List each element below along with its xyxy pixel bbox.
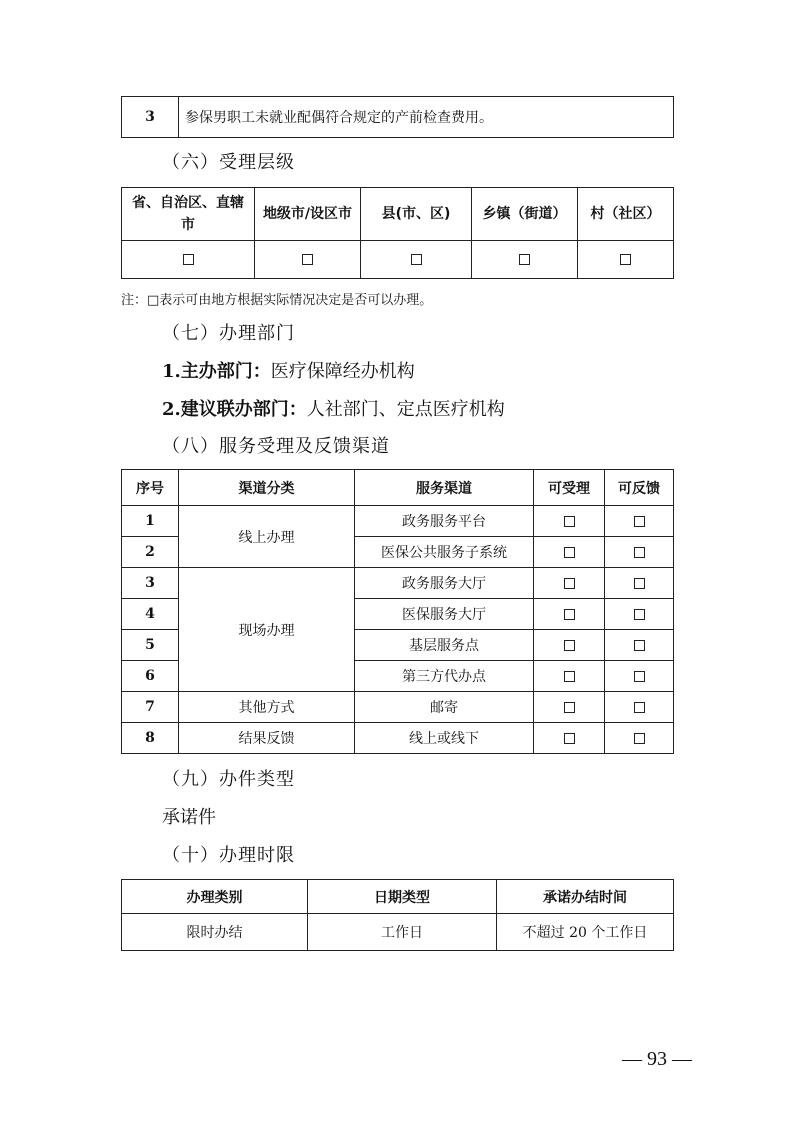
header-channel: 服务渠道: [355, 470, 534, 506]
lead-department-value: 医疗保障经办机构: [270, 361, 415, 382]
category-cell: 其他方式: [179, 692, 355, 723]
feedback-cell: [605, 723, 674, 754]
table-service-channels: [121, 469, 674, 754]
feedback-cell: [605, 506, 674, 537]
channel-cell: 医保公共服务子系统: [355, 537, 534, 568]
feedback-cell: [605, 661, 674, 692]
checkbox-icon: [634, 702, 645, 713]
table-row: [122, 692, 674, 723]
note: 注：□表示可由地方根据实际情况决定是否可以办理。: [121, 293, 433, 308]
header-category: 办理类别: [122, 880, 308, 914]
table-header-row: [122, 880, 674, 914]
header-acceptable: 可受理: [534, 470, 605, 506]
channel-cell: 第三方代办点: [355, 661, 534, 692]
table-row: [122, 568, 674, 599]
checkbox-icon: [634, 640, 645, 651]
checkbox-icon: [564, 516, 575, 527]
row-number: 3: [122, 568, 179, 599]
channel-cell: 政务服务平台: [355, 506, 534, 537]
checkbox-icon: [620, 254, 631, 265]
row-number: 4: [122, 599, 179, 630]
header-category: 渠道分类: [179, 470, 355, 506]
header-commit-time: 承诺办结时间: [497, 880, 674, 914]
table-row: [122, 506, 674, 537]
table-continued: [121, 96, 674, 138]
header-feedback: 可反馈: [605, 470, 674, 506]
section-8-title: （八）服务受理及反馈渠道: [162, 436, 390, 457]
table-row: [122, 97, 674, 138]
date-type-value: 工作日: [308, 914, 497, 951]
row-number: 6: [122, 661, 179, 692]
level-checkbox-cell: [122, 241, 255, 279]
level-checkbox-cell: [472, 241, 578, 279]
channel-cell: 医保服务大厅: [355, 599, 534, 630]
channel-cell: 线上或线下: [355, 723, 534, 754]
category-cell: 现场办理: [179, 568, 355, 692]
feedback-cell: [605, 568, 674, 599]
checkbox-icon: [634, 516, 645, 527]
checkbox-icon: [634, 547, 645, 558]
checkbox-icon: [564, 733, 575, 744]
acceptable-cell: [534, 599, 605, 630]
table-row: [122, 914, 674, 951]
checkbox-icon: [634, 671, 645, 682]
lead-department: [162, 357, 415, 383]
checkbox-icon: [564, 609, 575, 620]
channel-cell: 基层服务点: [355, 630, 534, 661]
table-acceptance-level: [121, 187, 674, 279]
row-number: 8: [122, 723, 179, 754]
case-type-value: 承诺件: [162, 807, 216, 828]
table-header-row: [122, 470, 674, 506]
checkbox-icon: [634, 609, 645, 620]
assist-department-label: 2.建议联办部门：: [162, 399, 307, 420]
row-number: 3: [122, 97, 179, 138]
acceptable-cell: [534, 537, 605, 568]
acceptable-cell: [534, 506, 605, 537]
feedback-cell: [605, 692, 674, 723]
checkbox-icon: [564, 547, 575, 558]
section-7-title: （七）办理部门: [162, 323, 295, 344]
table-row: [122, 723, 674, 754]
feedback-cell: [605, 537, 674, 568]
checkbox-icon: [302, 254, 313, 265]
checkbox-icon: [411, 254, 422, 265]
section-10-title: （十）办理时限: [162, 845, 295, 866]
header-county: 县(市、区): [361, 188, 472, 241]
checkbox-icon: [564, 640, 575, 651]
assist-department-value: 人社部门、定点医疗机构: [306, 399, 505, 420]
checkbox-icon: [564, 671, 575, 682]
feedback-cell: [605, 630, 674, 661]
page-number: — 93 —: [622, 1048, 692, 1070]
section-9-title: （九）办件类型: [162, 769, 295, 790]
table-time-limit: [121, 879, 674, 951]
category-value: 限时办结: [122, 914, 308, 951]
checkbox-icon: [564, 702, 575, 713]
acceptable-cell: [534, 661, 605, 692]
checkbox-icon: [519, 254, 530, 265]
assist-department: [162, 395, 505, 421]
table-row: [122, 241, 674, 279]
row-number: 7: [122, 692, 179, 723]
checkbox-icon: [634, 578, 645, 589]
section-6-title: （六）受理层级: [162, 152, 295, 173]
commit-time-value: 不超过 20 个工作日: [497, 914, 674, 951]
channel-cell: 邮寄: [355, 692, 534, 723]
acceptable-cell: [534, 568, 605, 599]
row-number: 2: [122, 537, 179, 568]
checkbox-icon: [634, 733, 645, 744]
header-city: 地级市/设区市: [255, 188, 361, 241]
lead-department-label: 1.主办部门：: [162, 361, 271, 382]
level-checkbox-cell: [361, 241, 472, 279]
header-township: 乡镇（街道）: [472, 188, 578, 241]
checkbox-icon: [564, 578, 575, 589]
header-village: 村（社区）: [578, 188, 674, 241]
header-province: 省、自治区、直辖市: [122, 188, 255, 241]
acceptable-cell: [534, 630, 605, 661]
category-cell: 结果反馈: [179, 723, 355, 754]
category-cell: 线上办理: [179, 506, 355, 568]
row-number: 5: [122, 630, 179, 661]
table-header-row: [122, 188, 674, 241]
feedback-cell: [605, 599, 674, 630]
channel-cell: 政务服务大厅: [355, 568, 534, 599]
acceptable-cell: [534, 723, 605, 754]
row-number: 1: [122, 506, 179, 537]
header-date-type: 日期类型: [308, 880, 497, 914]
header-number: 序号: [122, 470, 179, 506]
acceptable-cell: [534, 692, 605, 723]
level-checkbox-cell: [255, 241, 361, 279]
row-text: 参保男职工未就业配偶符合规定的产前检查费用。: [179, 97, 674, 138]
checkbox-icon: [183, 254, 194, 265]
level-checkbox-cell: [578, 241, 674, 279]
